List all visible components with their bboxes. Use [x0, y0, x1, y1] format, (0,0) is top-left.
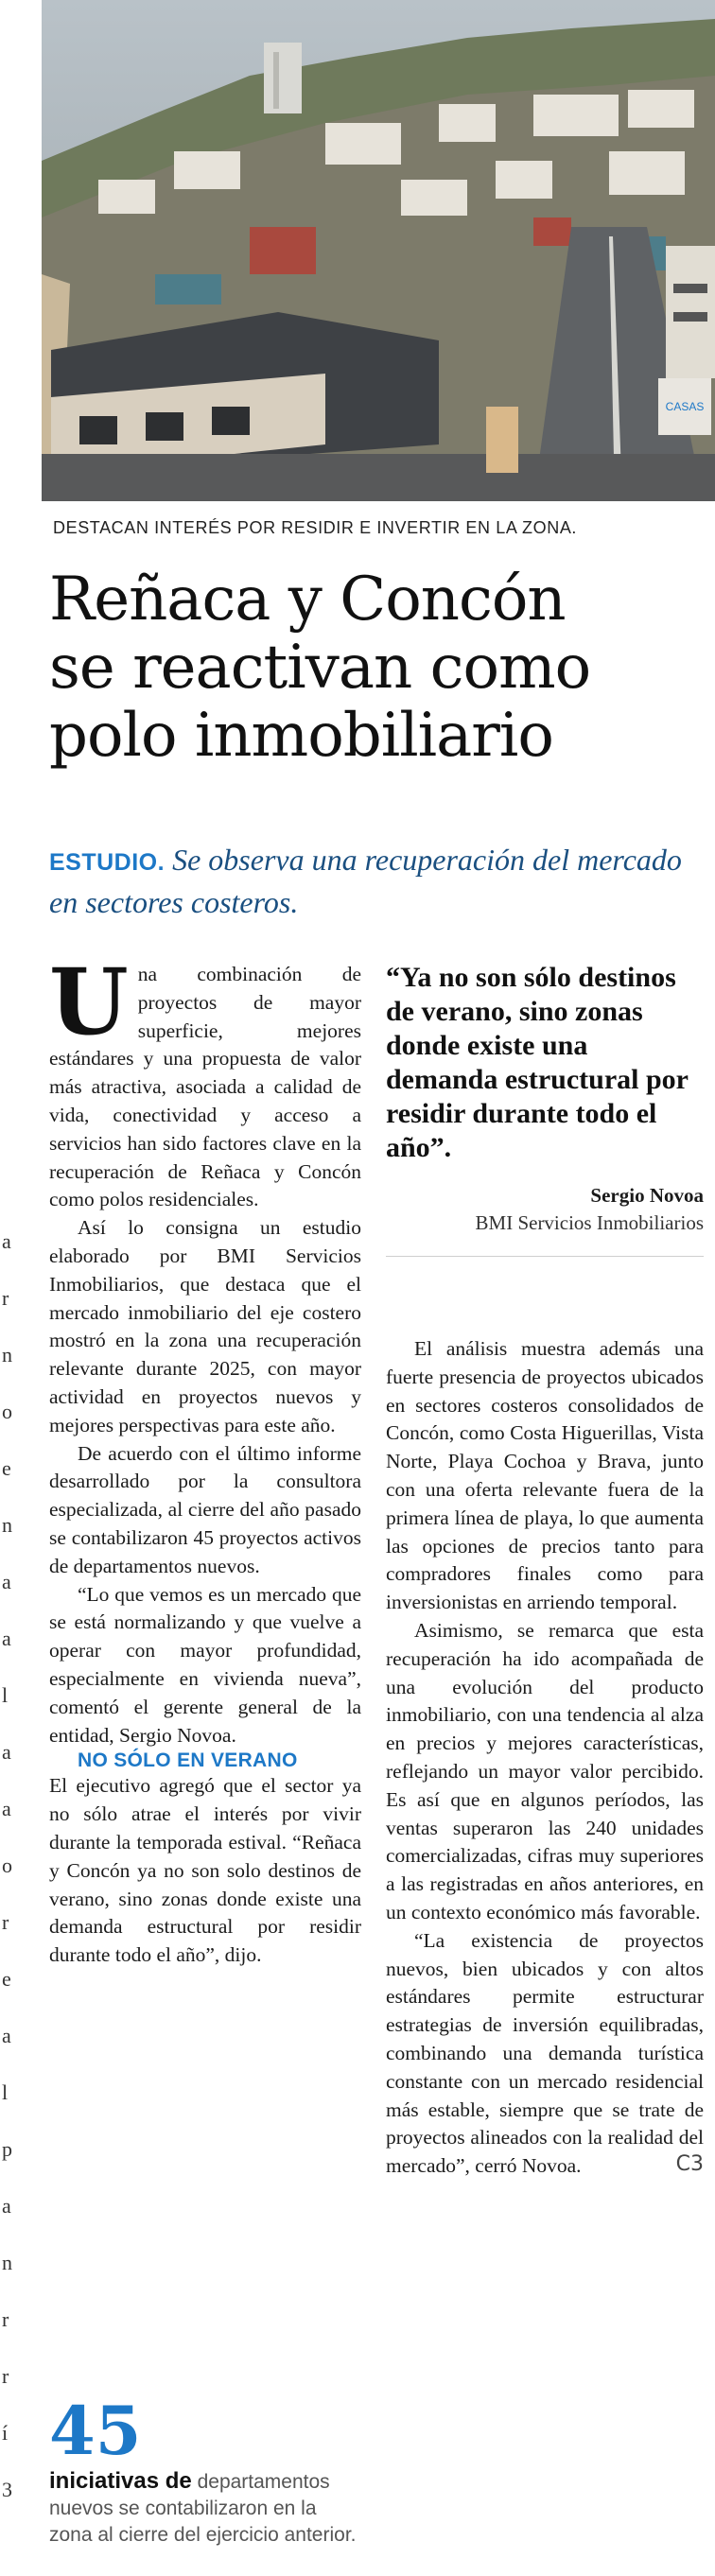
photo-caption: DESTACAN INTERÉS POR RESIDIR E INVERTIR EN LA ZONA. [53, 518, 578, 537]
edge-letter: í [2, 2421, 9, 2445]
edge-letter: l [2, 2080, 9, 2104]
paragraph-text: na combinación de proyectos de mayor superficie, mejores estándares y una propuesta de valor más atractiva, asociada a calidad de vida, conectividad y acceso a servicios han sido factores clave en la recuperación de Reñaca y Concón como polos residenciales. [49, 963, 361, 1211]
headline-line-2: se reactivan como [49, 633, 591, 703]
pull-quote-author: Sergio Novoa [590, 1184, 704, 1207]
body-column-left [49, 949, 361, 1970]
body-paragraph [386, 1927, 704, 2181]
edge-letter: a [2, 2194, 11, 2218]
article-photo [42, 0, 715, 501]
edge-letter: p [2, 2137, 12, 2161]
pull-quote-organization: BMI Servicios Inmobiliarios [475, 1211, 704, 1234]
adjacent-page-edge [0, 1229, 19, 2572]
headline-line-1: Reñaca y Concón [49, 565, 566, 635]
body-paragraph: El análisis muestra además una fuerte presencia de proyectos ubicados en sectores costeros consolidados de Concón, como Costa Higuerillas, Vista Norte, Playa Cochoa y Brava, junto con una oferta relevante fuera de la primera línea de playa, lo que aumenta las opciones de precios tanto para compradores finales como para inversionistas en arriendo temporal. [386, 1337, 704, 1614]
edge-letter: r [2, 2364, 9, 2388]
kicker-text: Se observa una recuperación del mercado en sectores costeros. [49, 843, 682, 919]
edge-letter: a [2, 1570, 11, 1593]
section-subhead: NO SÓLO EN VERANO [78, 1749, 298, 1772]
body-paragraph: Asimismo, se remarca que esta recuperación ha ido acompañada de una evolución del producto inmobiliario, con una tendencia al alza en precios y mejores características, reflejando un mayor valor percibido. Es así que en algunos períodos, las ventas superaron las 240 unidades comercializadas, cifras muy superiores a las registradas en años anteriores, en un contexto económico más favorable. [386, 1618, 704, 1923]
edge-letter: a [2, 1797, 11, 1820]
paragraph-text: “La existencia de proyectos nuevos, bien ubicados y con altos estándares permite estructurar estrategias de inversión equilibradas, combinando una demanda turística constante con un mercado residencial más estable, siempre que se trate de proyectos alineados con la realidad del mercado”, cerró Novoa. [386, 1928, 704, 2178]
edge-letter: a [2, 1627, 11, 1650]
edge-letter: a [2, 1740, 11, 1764]
edge-letter: r [2, 2307, 9, 2331]
body-paragraph: El ejecutivo agregó que el sector ya no sólo atrae el interés por vivir durante la temporada estival. “Reñaca y Concón ya no son solo destinos de verano, sino zonas donde existe una demanda estructural por residir durante todo el año”, dijo. [49, 1774, 361, 1967]
headline-line-3: polo inmobiliario [49, 701, 553, 771]
body-column-right [386, 1335, 704, 2181]
body-paragraph: Así lo consigna un estudio elaborado por BMI Servicios Inmobiliarios, que destaca que el mercado inmobiliario del eje costero mostró en la zona una recuperación relevante durante 2025, con mayor actividad en proyectos nuevos y mejores perspectivas para este año. [49, 1216, 361, 1436]
edge-letter: 3 [2, 2478, 12, 2501]
body-paragraph: “Lo que vemos es un mercado que se está normalizando y que vuelve a operar con mayor profundidad, especialmente en vivienda nueva”, comentó el gerente general de la entidad, Sergio Novoa. [49, 1582, 361, 1747]
edge-letter: o [2, 1400, 12, 1423]
end-mark-icon: C3 [675, 2152, 704, 2177]
edge-letter: e [2, 1456, 11, 1480]
stat-description [49, 2468, 361, 2549]
edge-letter: n [2, 1513, 12, 1537]
pull-quote-divider [386, 1256, 704, 1257]
body-paragraph [49, 949, 361, 1214]
pull-quote-text: “Ya no son sólo destinos de verano, sino zonas donde existe una demanda estructural por residir durante todo el año”. [386, 962, 689, 1163]
edge-letter: r [2, 1286, 9, 1310]
stat-box [49, 2392, 361, 2549]
kicker-label: ESTUDIO. [49, 849, 166, 876]
edge-letter: r [2, 1910, 9, 1934]
stat-strong: iniciativas de [49, 2468, 192, 2494]
headline [49, 566, 711, 770]
drop-cap: U [49, 949, 129, 1055]
edge-letter: n [2, 1343, 12, 1366]
coastal-city-photo-illustration [42, 0, 715, 501]
kicker [49, 840, 711, 922]
body-paragraph: De acuerdo con el último informe desarrollado por la consultora especializada, al cierre del año pasado se contabilizaron 45 proyectos activos de departamentos nuevos. [49, 1441, 361, 1577]
edge-letter: o [2, 1854, 12, 1877]
edge-letter: a [2, 1229, 11, 1253]
edge-letter: e [2, 1967, 11, 1991]
stat-number: 45 [49, 2392, 142, 2470]
stat-rest: departamentos nuevos se contabilizaron en la zona al cierre del ejercicio anterior. [49, 2471, 357, 2546]
edge-letter: l [2, 1683, 9, 1707]
casas-sign: CASAS [665, 400, 705, 413]
pull-quote [386, 961, 704, 1257]
edge-letter: n [2, 2251, 12, 2274]
edge-letter: a [2, 2024, 11, 2047]
